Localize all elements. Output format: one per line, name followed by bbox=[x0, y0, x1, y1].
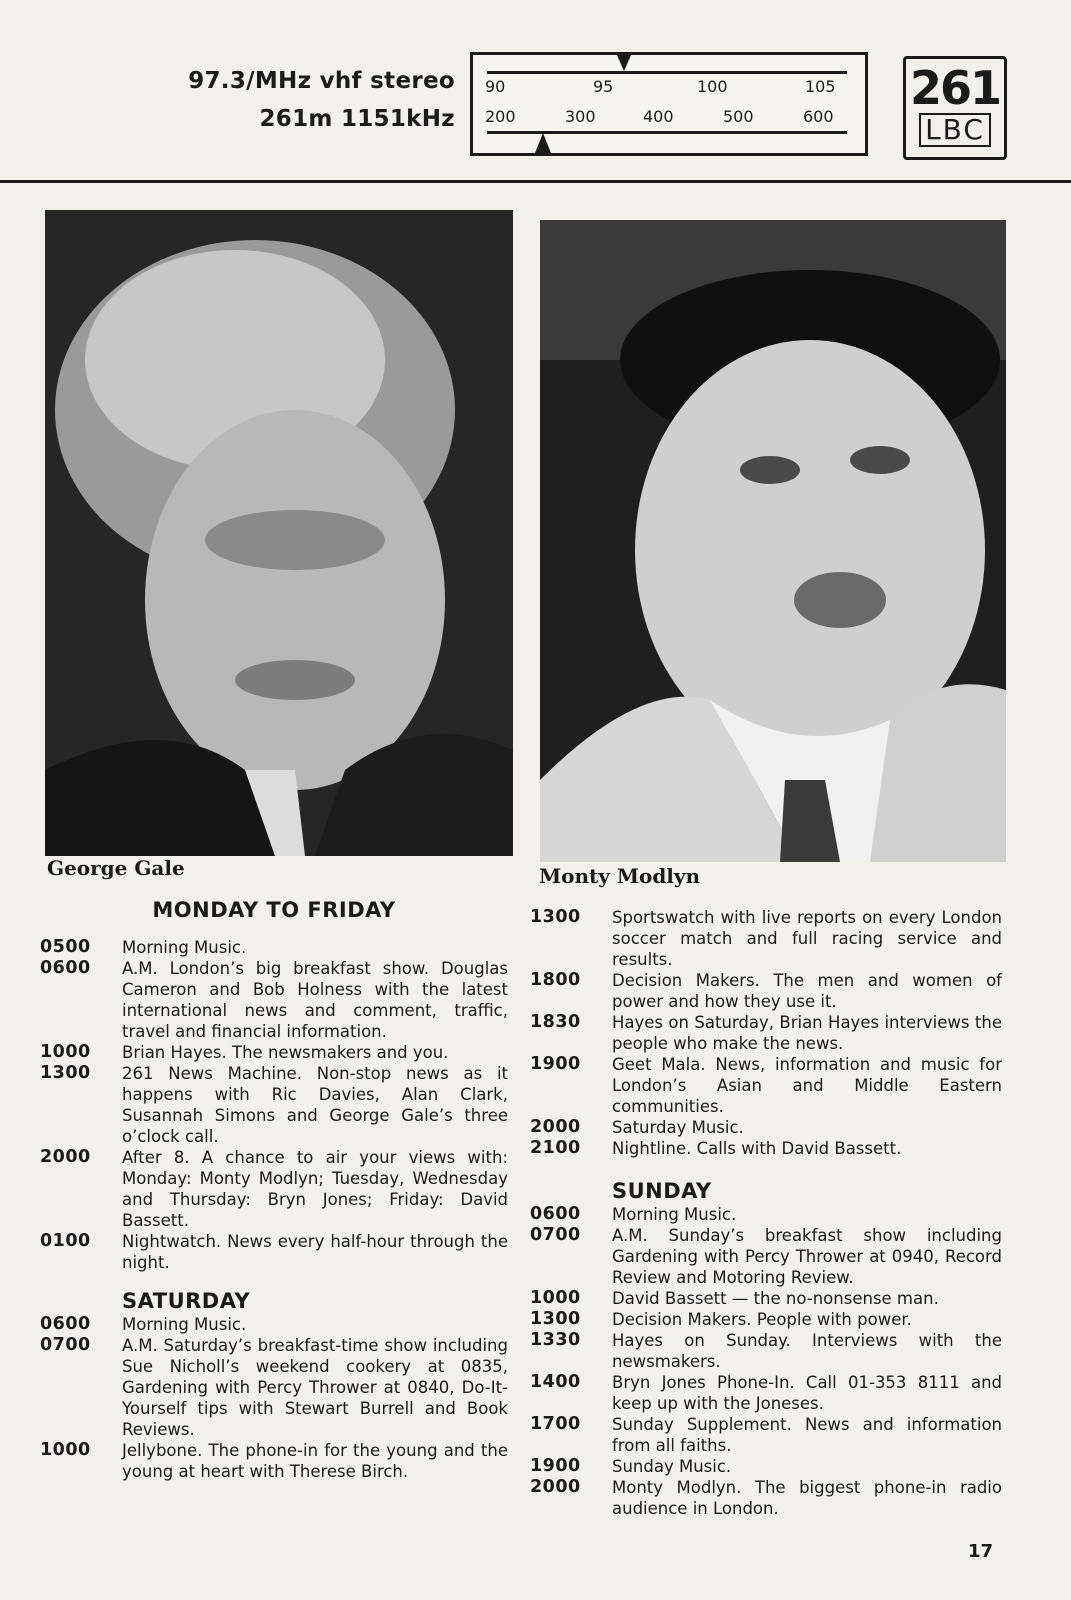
schedule-entry bbox=[530, 1330, 1002, 1372]
fm-frequency: 97.3/MHz vhf stereo bbox=[188, 68, 455, 94]
entry-text: Nightline. Calls with David Bassett. bbox=[612, 1139, 902, 1158]
entry-time: 1000 bbox=[40, 1440, 91, 1460]
entry-time: 1300 bbox=[530, 1309, 581, 1329]
entry-time: 0100 bbox=[40, 1231, 91, 1251]
entry-time: 1000 bbox=[40, 1042, 91, 1062]
schedule-entry bbox=[40, 1042, 508, 1063]
entry-time: 1000 bbox=[530, 1288, 581, 1308]
entry-text: Sunday Music. bbox=[612, 1457, 732, 1476]
schedule-entry bbox=[40, 1335, 508, 1440]
tuning-dial-graphic bbox=[470, 52, 868, 156]
entry-time: 1300 bbox=[40, 1063, 91, 1083]
schedule-entry bbox=[530, 1477, 1002, 1519]
portrait-photo-monty-modlyn bbox=[540, 220, 1006, 862]
entry-time: 0500 bbox=[40, 937, 91, 957]
entry-text: Bryn Jones Phone-In. Call 01-353 8111 and keep up with the Joneses. bbox=[612, 1373, 1002, 1413]
dial-tick-105: 105 bbox=[805, 77, 836, 96]
schedule-entry bbox=[530, 1288, 1002, 1309]
schedule-entry bbox=[530, 1456, 1002, 1477]
entry-text: Hayes on Saturday, Brian Hayes interviews the people who make the news. bbox=[612, 1013, 1002, 1053]
entry-text: A.M. Sunday’s breakfast show including Gardening with Percy Thrower at 0940, Record Review and Motoring Review. bbox=[612, 1226, 1002, 1287]
schedule-entry bbox=[530, 1372, 1002, 1414]
entry-text: After 8. A chance to air your views with: Monday: Monty Modlyn; Tuesday, Wednesday and Thursday: Bryn Jones; Friday: David Bassett. bbox=[122, 1148, 508, 1230]
entry-text: Decision Makers. People with power. bbox=[612, 1310, 912, 1329]
schedule-entry bbox=[530, 1138, 1002, 1159]
schedule-column-right bbox=[530, 907, 1002, 1519]
entry-time: 0600 bbox=[40, 1314, 91, 1334]
entry-text: A.M. Saturday’s breakfast-time show including Sue Nicholl’s weekend cookery at 0835, Gardening with Percy Thrower at 0840, Do-It-Yourself tips with Stewart Burrell and Book Reviews. bbox=[122, 1336, 508, 1439]
schedule-entry bbox=[530, 1414, 1002, 1456]
entry-time: 1800 bbox=[530, 970, 581, 990]
entry-text: Saturday Music. bbox=[612, 1118, 744, 1137]
entry-text: Hayes on Sunday. Interviews with the newsmakers. bbox=[612, 1331, 1002, 1371]
entry-text: Morning Music. bbox=[612, 1205, 737, 1224]
entry-time: 0700 bbox=[530, 1225, 581, 1245]
schedule-entry bbox=[40, 937, 508, 958]
dial-tick-200: 200 bbox=[485, 107, 516, 126]
entry-text: David Bassett — the no-nonsense man. bbox=[612, 1289, 939, 1308]
dial-tick-100: 100 bbox=[697, 77, 728, 96]
schedule-entry bbox=[530, 907, 1002, 970]
logo-number: 261 bbox=[909, 61, 1001, 115]
entry-text: Morning Music. bbox=[122, 1315, 247, 1334]
dial-tick-95: 95 bbox=[593, 77, 614, 96]
entry-text: Morning Music. bbox=[122, 938, 247, 957]
entry-time: 2100 bbox=[530, 1138, 581, 1158]
schedule-entry bbox=[530, 1117, 1002, 1138]
header-divider bbox=[0, 180, 1071, 183]
entry-time: 1900 bbox=[530, 1456, 581, 1476]
entry-time: 0700 bbox=[40, 1335, 91, 1355]
entry-time: 2000 bbox=[530, 1477, 581, 1497]
dial-fm-scale-line bbox=[487, 71, 847, 74]
heading-sunday: SUNDAY bbox=[612, 1179, 712, 1203]
schedule-entry bbox=[40, 958, 508, 1042]
entry-time: 1300 bbox=[530, 907, 581, 927]
entry-time: 2000 bbox=[530, 1117, 581, 1137]
entry-text: Geet Mala. News, information and music for London’s Asian and Middle Eastern communities. bbox=[612, 1055, 1002, 1116]
schedule-entry bbox=[530, 1309, 1002, 1330]
entry-time: 1700 bbox=[530, 1414, 581, 1434]
dial-tick-90: 90 bbox=[485, 77, 506, 96]
entry-text: Monty Modlyn. The biggest phone-in radio audience in London. bbox=[612, 1478, 1002, 1518]
dial-tick-500: 500 bbox=[723, 107, 754, 126]
entry-time: 1900 bbox=[530, 1054, 581, 1074]
entry-text: Nightwatch. News every half-hour through the night. bbox=[122, 1232, 508, 1272]
dial-fm-pointer bbox=[616, 53, 632, 71]
entry-time: 1830 bbox=[530, 1012, 581, 1032]
page-header bbox=[0, 0, 1071, 185]
lbc-logo bbox=[903, 56, 1007, 160]
entry-text: Sunday Supplement. News and information from all faiths. bbox=[612, 1415, 1002, 1455]
entry-text: Sportswatch with live reports on every London soccer match and full racing service and results. bbox=[612, 908, 1002, 969]
caption-george-gale: George Gale bbox=[47, 856, 185, 880]
heading-saturday: SATURDAY bbox=[122, 1289, 251, 1313]
entry-text: Decision Makers. The men and women of power and how they use it. bbox=[612, 971, 1002, 1011]
page-number: 17 bbox=[967, 1541, 993, 1562]
dial-am-pointer bbox=[535, 133, 551, 153]
entry-text: 261 News Machine. Non-stop news as it happens with Ric Davies, Alan Clark, Susannah Simons and George Gale’s three o’clock call. bbox=[122, 1064, 508, 1146]
entry-time: 1330 bbox=[530, 1330, 581, 1350]
entry-time: 1400 bbox=[530, 1372, 581, 1392]
schedule-column-left bbox=[40, 900, 508, 1482]
entry-text: A.M. London’s big breakfast show. Douglas Cameron and Bob Holness with the latest international news and comment, traffic, travel and financial information. bbox=[122, 959, 508, 1041]
entry-text: Jellybone. The phone-in for the young and the young at heart with Therese Birch. bbox=[122, 1441, 508, 1481]
dial-tick-400: 400 bbox=[643, 107, 674, 126]
entry-text: Brian Hayes. The newsmakers and you. bbox=[122, 1043, 449, 1062]
entry-time: 2000 bbox=[40, 1147, 91, 1167]
schedule-entry bbox=[530, 1054, 1002, 1117]
portrait-photo-george-gale bbox=[45, 210, 513, 856]
schedule-entry bbox=[40, 1440, 508, 1482]
heading-monday-to-friday: MONDAY TO FRIDAY bbox=[152, 898, 396, 922]
schedule-entry bbox=[530, 1204, 1002, 1225]
logo-letters: LBC bbox=[919, 113, 991, 147]
entry-time: 0600 bbox=[530, 1204, 581, 1224]
schedule-entry bbox=[40, 1231, 508, 1273]
am-frequency: 261m 1151kHz bbox=[259, 106, 455, 132]
schedule-entry bbox=[40, 1314, 508, 1335]
schedule-entry bbox=[40, 1147, 508, 1231]
caption-monty-modlyn: Monty Modlyn bbox=[539, 864, 701, 888]
dial-tick-600: 600 bbox=[803, 107, 834, 126]
schedule-entry bbox=[530, 1225, 1002, 1288]
dial-tick-300: 300 bbox=[565, 107, 596, 126]
schedule-entry bbox=[530, 1012, 1002, 1054]
schedule-entry bbox=[40, 1063, 508, 1147]
entry-time: 0600 bbox=[40, 958, 91, 978]
schedule-entry bbox=[530, 970, 1002, 1012]
